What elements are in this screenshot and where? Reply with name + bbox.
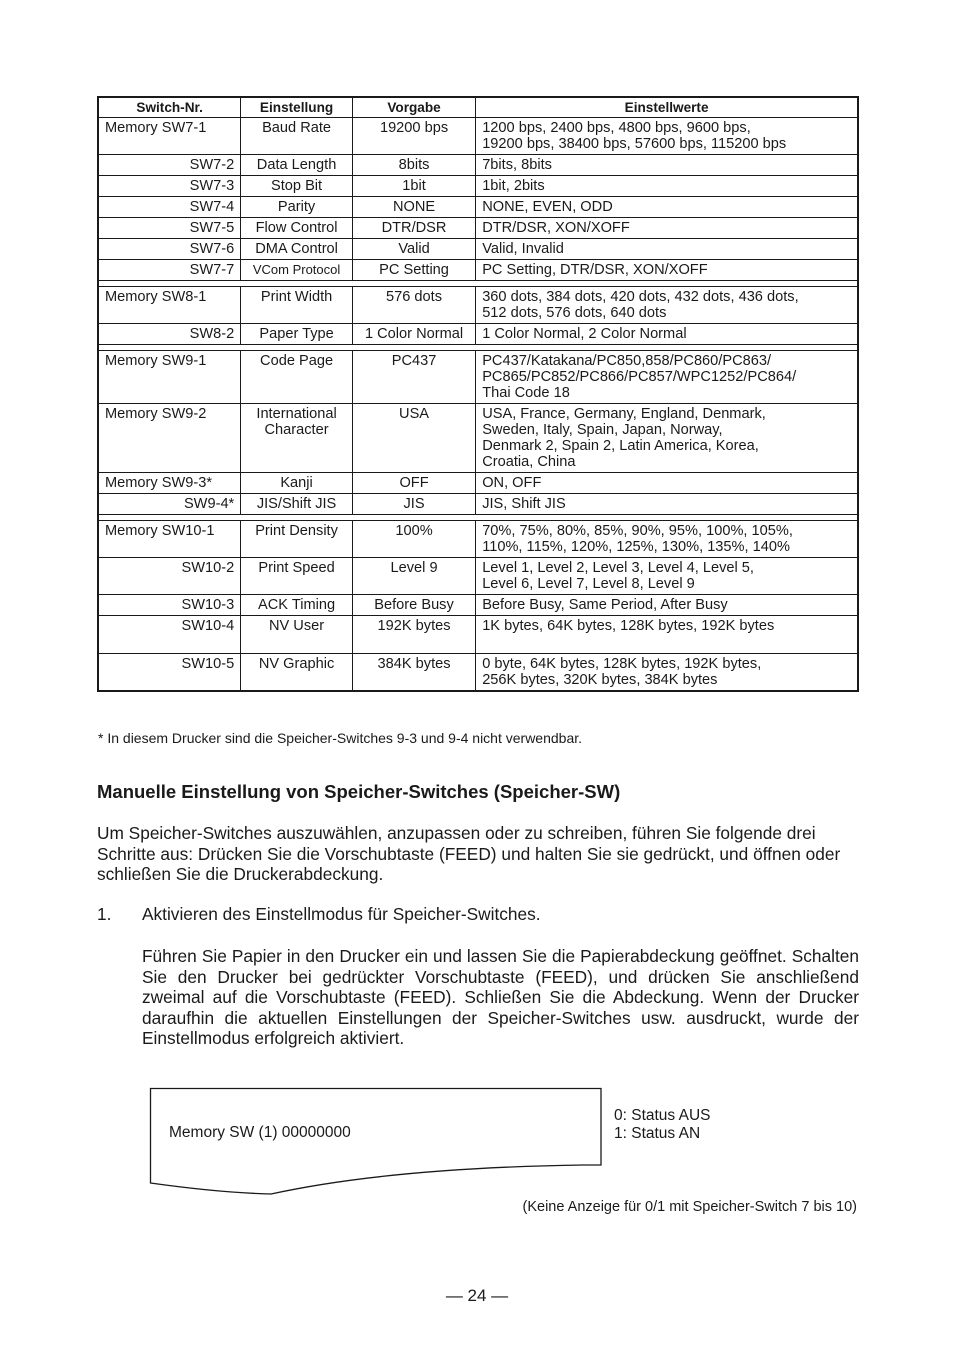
cell-switch-nr xyxy=(98,176,241,197)
value-line: Level 6, Level 7, Level 8, Level 9 xyxy=(482,576,695,592)
cell-einstellung: Baud Rate xyxy=(241,118,353,155)
table-row xyxy=(98,176,858,197)
value-line: 1bit, 2bits xyxy=(482,178,545,194)
cell-vorgabe: 576 dots xyxy=(352,287,475,324)
cell-vorgabe: 192K bytes xyxy=(352,616,475,654)
intro-paragraph: Um Speicher-Switches auszuwählen, anzupassen oder zu schreiben, führen Sie folgende drei Schritte aus: Drücken Sie die Vorschubtaste (FEED) und halten Sie sie gedrückt, und öffnen oder schließen Sie die Druckerabdeckung. xyxy=(97,823,841,884)
table-row xyxy=(98,260,858,281)
cell-switch-nr xyxy=(98,260,241,281)
switch-label: SW7-2 xyxy=(189,157,235,173)
printout-note: (Keine Anzeige für 0/1 mit Speicher-Switch 7 bis 10) xyxy=(522,1199,857,1215)
value-line: 0 byte, 64K bytes, 128K bytes, 192K bytes, xyxy=(482,656,762,672)
cell-einstellung: Print Density xyxy=(241,521,353,558)
header-einstellung: Einstellung xyxy=(241,97,353,118)
page-number: — 24 — xyxy=(445,1286,509,1305)
value-line: Croatia, China xyxy=(482,454,576,470)
table-row xyxy=(98,118,858,155)
switch-label: SW9-4* xyxy=(183,496,235,512)
cell-switch-nr xyxy=(98,118,241,155)
value-line: Thai Code 18 xyxy=(482,385,570,401)
table-row xyxy=(98,595,858,616)
value-line: USA, France, Germany, England, Denmark, xyxy=(482,406,766,422)
table-row xyxy=(98,351,858,404)
cell-einstellung: Kanji xyxy=(241,473,353,494)
cell-switch-nr xyxy=(98,473,241,494)
switch-label: Memory SW8-1 xyxy=(105,289,207,305)
table-body xyxy=(98,118,858,692)
cell-switch-nr xyxy=(98,654,241,692)
cell-einstellwerte xyxy=(476,155,858,176)
value-line: NONE, EVEN, ODD xyxy=(482,199,613,215)
cell-switch-nr xyxy=(98,521,241,558)
switch-label: SW7-5 xyxy=(189,220,235,236)
header-einstellwerte: Einstellwerte xyxy=(476,97,858,118)
cell-einstellwerte xyxy=(476,654,858,692)
printout-illustration xyxy=(149,1087,605,1197)
value-line: Denmark 2, Spain 2, Latin America, Korea, xyxy=(482,438,759,454)
cell-switch-nr xyxy=(98,595,241,616)
cell-einstellwerte xyxy=(476,521,858,558)
value-line: 19200 bps, 38400 bps, 57600 bps, 115200 bps xyxy=(482,136,787,152)
switch-label: Memory SW9-3* xyxy=(105,475,213,491)
step-body-paragraph: Führen Sie Papier in den Drucker ein und lassen Sie die Papierabdeckung geöffnet. Schalten Sie den Drucker bei gedrückter Vorschubtaste (FEED), und drücken Sie anschließend zweimal auf die Vorschubtaste (FEED). Schließen Sie die Abdeckung. Wenn der Drucker daraufhin die aktuellen Einstellungen der Speicher-Switches usw. ausdruckt, wurde der Einstellmodus erfolgreich aktiviert. xyxy=(142,946,859,1048)
cell-einstellung: Flow Control xyxy=(241,218,353,239)
cell-vorgabe: PC Setting xyxy=(352,260,475,281)
table-row xyxy=(98,404,858,473)
header-switch-nr: Switch-Nr. xyxy=(98,97,241,118)
cell-vorgabe: NONE xyxy=(352,197,475,218)
cell-vorgabe: Level 9 xyxy=(352,558,475,595)
cell-einstellung: Parity xyxy=(241,197,353,218)
value-line: JIS, Shift JIS xyxy=(482,496,566,512)
cell-einstellung: VCom Protocol xyxy=(241,260,353,281)
table-row xyxy=(98,473,858,494)
switch-label: SW10-2 xyxy=(181,560,235,576)
printout-line: Memory SW (1) 00000000 xyxy=(169,1124,351,1141)
cell-einstellwerte xyxy=(476,324,858,345)
switch-label: Memory SW7-1 xyxy=(105,120,207,136)
value-line: 360 dots, 384 dots, 420 dots, 432 dots, 436 dots, xyxy=(482,289,799,305)
switch-label: SW10-3 xyxy=(181,597,235,613)
cell-einstellwerte xyxy=(476,218,858,239)
value-line: 512 dots, 576 dots, 640 dots xyxy=(482,305,667,321)
cell-einstellwerte xyxy=(476,239,858,260)
cell-einstellung: NV User xyxy=(241,616,353,654)
cell-einstellung: Code Page xyxy=(241,351,353,404)
cell-vorgabe: 8bits xyxy=(352,155,475,176)
cell-switch-nr xyxy=(98,155,241,176)
cell-switch-nr xyxy=(98,558,241,595)
section-heading: Manuelle Einstellung von Speicher-Switches (Speicher-SW) xyxy=(97,781,621,802)
table-row xyxy=(98,521,858,558)
cell-einstellwerte xyxy=(476,494,858,515)
cell-vorgabe: 384K bytes xyxy=(352,654,475,692)
cell-switch-nr xyxy=(98,324,241,345)
cell-einstellwerte xyxy=(476,558,858,595)
cell-switch-nr xyxy=(98,197,241,218)
cell-einstellung: Print Width xyxy=(241,287,353,324)
cell-einstellung: Print Speed xyxy=(241,558,353,595)
cell-einstellung: Data Length xyxy=(241,155,353,176)
cell-einstellung: JIS/Shift JIS xyxy=(241,494,353,515)
table-row xyxy=(98,155,858,176)
table-row xyxy=(98,239,858,260)
status-legend xyxy=(614,1107,711,1143)
switch-label: SW10-4 xyxy=(181,618,235,634)
value-line: 110%, 115%, 120%, 125%, 130%, 135%, 140% xyxy=(482,539,790,555)
value-line: 70%, 75%, 80%, 85%, 90%, 95%, 100%, 105%, xyxy=(482,523,793,539)
step-number: 1. xyxy=(97,904,112,924)
cell-switch-nr xyxy=(98,616,241,654)
cell-vorgabe: USA xyxy=(352,404,475,473)
switch-label: SW8-2 xyxy=(189,326,235,342)
cell-einstellwerte xyxy=(476,473,858,494)
value-line: ON, OFF xyxy=(482,475,542,491)
table-row xyxy=(98,324,858,345)
cell-vorgabe: 1 Color Normal xyxy=(352,324,475,345)
cell-einstellung: Paper Type xyxy=(241,324,353,345)
cell-einstellung: ACK Timing xyxy=(241,595,353,616)
cell-vorgabe: 100% xyxy=(352,521,475,558)
value-line: 1200 bps, 2400 bps, 4800 bps, 9600 bps, xyxy=(482,120,751,136)
cell-vorgabe: PC437 xyxy=(352,351,475,404)
cell-vorgabe: Before Busy xyxy=(352,595,475,616)
switch-label: Memory SW10-1 xyxy=(105,523,215,539)
table-header-row xyxy=(98,97,858,118)
cell-switch-nr xyxy=(98,494,241,515)
switch-label: SW7-4 xyxy=(189,199,235,215)
cell-einstellwerte xyxy=(476,260,858,281)
value-line: Before Busy, Same Period, After Busy xyxy=(482,597,728,613)
cell-vorgabe: DTR/DSR xyxy=(352,218,475,239)
value-line: PC865/PC852/PC866/PC857/WPC1252/PC864/ xyxy=(482,369,797,385)
value-line: Level 1, Level 2, Level 3, Level 4, Level 5, xyxy=(482,560,754,576)
value-line: Valid, Invalid xyxy=(482,241,564,257)
switch-label: Memory SW9-2 xyxy=(105,406,207,422)
table-row xyxy=(98,218,858,239)
cell-einstellwerte xyxy=(476,595,858,616)
cell-einstellwerte xyxy=(476,616,858,654)
table-row xyxy=(98,616,858,654)
table-footnote: * In diesem Drucker sind die Speicher-Switches 9-3 und 9-4 nicht verwendbar. xyxy=(98,730,583,746)
cell-switch-nr xyxy=(98,218,241,239)
cell-einstellung: NV Graphic xyxy=(241,654,353,692)
value-line: 7bits, 8bits xyxy=(482,157,552,173)
table-row xyxy=(98,654,858,692)
cell-vorgabe: 1bit xyxy=(352,176,475,197)
switch-label: SW7-7 xyxy=(189,262,235,278)
switch-label: SW7-6 xyxy=(189,241,235,257)
value-line: 256K bytes, 320K bytes, 384K bytes xyxy=(482,672,718,688)
switch-label: SW10-5 xyxy=(181,656,235,672)
cell-einstellung: International Character xyxy=(241,404,353,473)
cell-einstellwerte xyxy=(476,404,858,473)
table-row xyxy=(98,558,858,595)
cell-einstellung: DMA Control xyxy=(241,239,353,260)
legend-off: 0: Status AUS xyxy=(614,1107,711,1124)
table-row xyxy=(98,197,858,218)
table-row xyxy=(98,287,858,324)
legend-on: 1: Status AN xyxy=(614,1125,701,1142)
step-title: Aktivieren des Einstellmodus für Speicher-Switches. xyxy=(142,904,541,924)
value-line: Sweden, Italy, Spain, Japan, Norway, xyxy=(482,422,723,438)
cell-vorgabe: JIS xyxy=(352,494,475,515)
value-line: PC437/Katakana/PC850,858/PC860/PC863/ xyxy=(482,353,772,369)
value-line: 1K bytes, 64K bytes, 128K bytes, 192K bytes xyxy=(482,618,775,634)
header-vorgabe: Vorgabe xyxy=(352,97,475,118)
value-line: 1 Color Normal, 2 Color Normal xyxy=(482,326,687,342)
cell-vorgabe: OFF xyxy=(352,473,475,494)
cell-switch-nr xyxy=(98,239,241,260)
cell-einstellwerte xyxy=(476,176,858,197)
cell-switch-nr xyxy=(98,351,241,404)
value-line: DTR/DSR, XON/XOFF xyxy=(482,220,630,236)
cell-switch-nr xyxy=(98,287,241,324)
switch-label: SW7-3 xyxy=(189,178,235,194)
cell-einstellwerte xyxy=(476,197,858,218)
cell-switch-nr xyxy=(98,404,241,473)
memory-switch-table xyxy=(97,96,859,692)
cell-vorgabe: 19200 bps xyxy=(352,118,475,155)
cell-einstellung: Stop Bit xyxy=(241,176,353,197)
cell-einstellwerte xyxy=(476,351,858,404)
value-line: PC Setting, DTR/DSR, XON/XOFF xyxy=(482,262,708,278)
table-row xyxy=(98,494,858,515)
cell-einstellwerte xyxy=(476,287,858,324)
cell-vorgabe: Valid xyxy=(352,239,475,260)
switch-label: Memory SW9-1 xyxy=(105,353,207,369)
cell-einstellwerte xyxy=(476,118,858,155)
